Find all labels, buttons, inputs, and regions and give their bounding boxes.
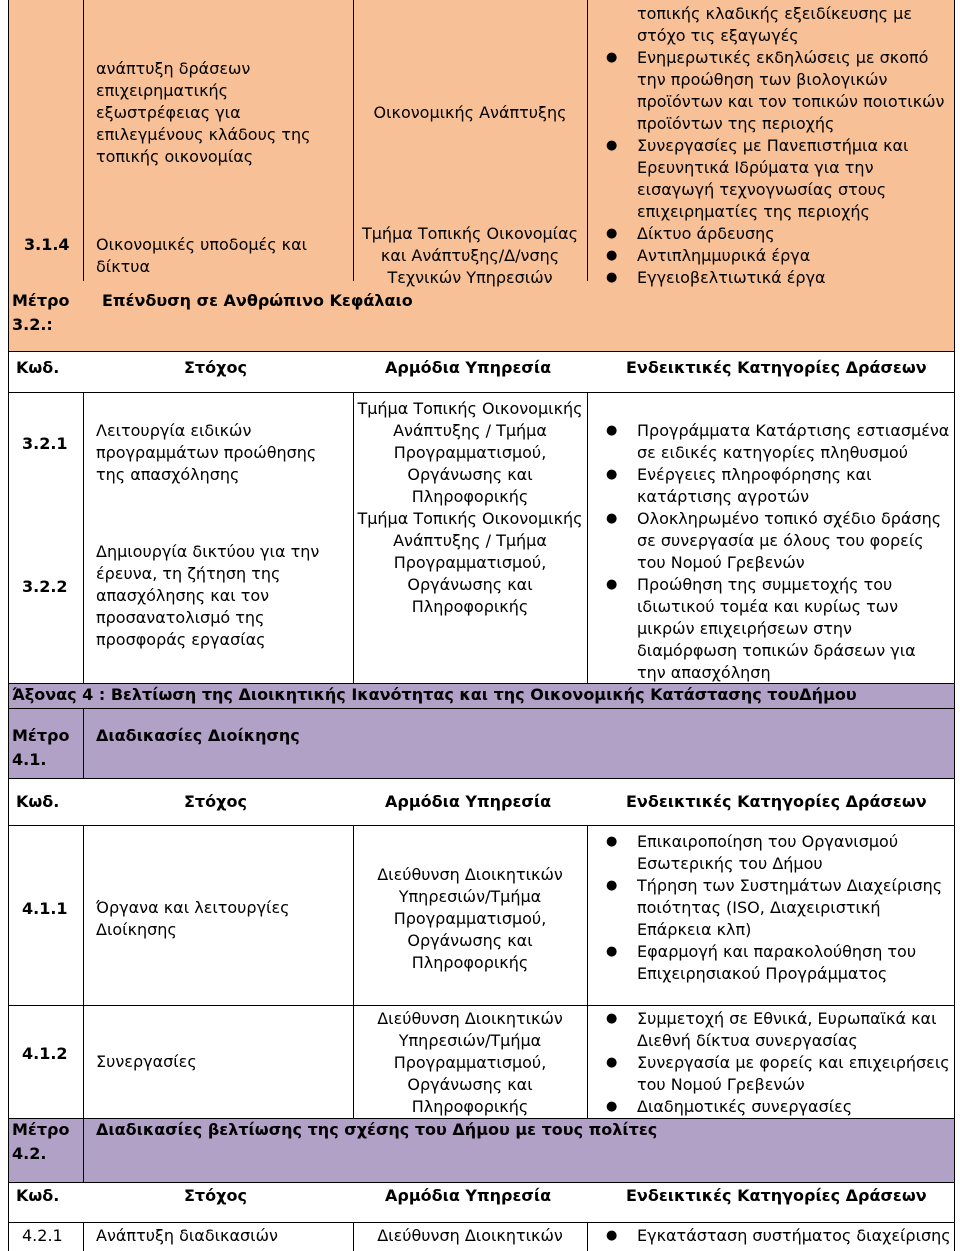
service-421: Διεύθυνση Διοικητικών	[377, 1226, 563, 1245]
service-411-line: Πληροφορικής	[411, 953, 529, 972]
action-322-line: ιδιωτικού τομέα και κυρίως των	[637, 597, 899, 616]
action-322-line: την απασχόληση	[637, 663, 771, 682]
service-321-line: Ανάπτυξης / Τμήμα	[393, 421, 547, 440]
service-314-line: και Ανάπτυξης/Δ/νσης	[380, 246, 560, 265]
bullet-icon: ●	[606, 270, 618, 285]
goal-314-line: Οικονομικές υποδομές και	[96, 235, 308, 254]
action-322-line: σε συνεργασία με όλους του φορείς	[637, 531, 924, 550]
goal-322-line: προσανατολισμό της	[96, 608, 265, 627]
service-321-line: Οργάνωσης και	[407, 465, 533, 484]
bullet-icon: ●	[606, 1011, 618, 1026]
service-321-line: Πληροφορικής	[411, 487, 529, 506]
goal-313-line: εξωστρέφειας για	[96, 103, 241, 122]
action-411-line: Εφαρμογή και παρακολούθηση του	[637, 942, 917, 961]
action-313-line: εισαγωγή τεχνογνωσίας στους	[637, 180, 887, 199]
code-412: 4.1.2	[22, 1044, 68, 1063]
action-322-line: του Νομού Γρεβενών	[637, 553, 805, 572]
goal-321-line: της απασχόλησης	[96, 465, 240, 484]
service-411-line: Διεύθυνση Διοικητικών	[377, 865, 563, 884]
action-412-line: Συνεργασία με φορείς και επιχειρήσεις	[637, 1053, 950, 1072]
header-code: Κωδ.	[16, 792, 60, 811]
service-314-line: Τμήμα Τοπικής Οικονομίας	[361, 224, 579, 243]
bullet-icon: ●	[606, 577, 618, 592]
action-321-line: Ενέργειες πληροφόρησης και	[637, 465, 872, 484]
col-line	[83, 708, 84, 778]
col-line	[587, 1222, 588, 1251]
service-322-line: Οργάνωσης και	[407, 575, 533, 594]
action-313-line: προϊόντων της περιοχής	[637, 114, 835, 133]
service-321-line: Προγραμματισμού,	[393, 443, 547, 462]
bullet-icon: ●	[606, 467, 618, 482]
goal-313-line: τοπικής οικονομίας	[96, 147, 254, 166]
service-322-line: Πληροφορικής	[411, 597, 529, 616]
goal-313-line: ανάπτυξη δράσεων	[96, 59, 251, 78]
bullet-icon: ●	[606, 878, 618, 893]
col-line	[587, 0, 588, 281]
bullet-icon: ●	[606, 50, 618, 65]
action-313-line: Ενημερωτικές εκδηλώσεις με σκοπό	[637, 48, 929, 67]
service-321-line: Τμήμα Τοπικής Οικονομικής	[357, 399, 583, 418]
header-actions: Ενδεικτικές Κατηγορίες Δράσεων	[626, 792, 927, 811]
action-321-line: Προγράμματα Κατάρτισης εστιασμένα	[637, 421, 950, 440]
bullet-icon: ●	[606, 1099, 618, 1114]
goal-411-line: Όργανα και λειτουργίες	[96, 898, 290, 917]
action-411-line: ποιότητας (ISO, Διαχειριστική	[637, 898, 881, 917]
action-321-line: κατάρτισης αγροτών	[637, 487, 810, 506]
col-line	[83, 0, 84, 281]
action-321-line: σε ειδικές κατηγορίες πληθυσμού	[637, 443, 909, 462]
bullet-icon: ●	[606, 944, 618, 959]
header-goal: Στόχος	[184, 1186, 247, 1205]
measure-3-2-title: Επένδυση σε Ανθρώπινο Κεφάλαιο	[102, 291, 413, 310]
measure-4-1-title: Διαδικασίες Διοίκησης	[96, 726, 300, 745]
header-goal: Στόχος	[184, 792, 247, 811]
code-421: 4.2.1	[22, 1226, 63, 1245]
goal-322-line: έρευνα, τη ζήτηση της	[96, 564, 281, 583]
action-322-line: διαμόρφωση τοπικών δράσεων για	[637, 641, 916, 660]
col-line	[83, 1118, 84, 1182]
action-412-line: Διεθνή δίκτυα συνεργασίας	[637, 1031, 858, 1050]
col-line	[587, 392, 588, 683]
goal-322-line: απασχόλησης και τον	[96, 586, 270, 605]
action-313-line: στόχο τις εξαγωγές	[637, 26, 799, 45]
action-314: Αντιπλημμυρικά έργα	[637, 246, 811, 265]
measure-3-2-label: Μέτρο	[12, 291, 70, 310]
bullet-icon: ●	[606, 226, 618, 241]
header-service: Αρμόδια Υπηρεσία	[385, 792, 552, 811]
bullet-icon: ●	[606, 1228, 618, 1243]
goal-412-line: Συνεργασίες	[96, 1052, 197, 1071]
action-322-line: Ολοκληρωμένο τοπικό σχέδιο δράσης	[637, 509, 942, 528]
service-412-line: Προγραμματισμού,	[393, 1053, 547, 1072]
col-line	[83, 392, 84, 683]
goal-322-line: Δημιουργία δικτύου για την	[96, 542, 320, 561]
service-412-line: Οργάνωσης και	[407, 1075, 533, 1094]
goal-313-line: επιλεγμένους κλάδους της	[96, 125, 311, 144]
bullet-icon: ●	[606, 423, 618, 438]
col-line	[587, 825, 588, 1118]
bullet-icon: ●	[606, 1055, 618, 1070]
measure-4-2-label: 4.2.	[12, 1144, 47, 1163]
code-321: 3.2.1	[22, 434, 68, 453]
action-313-line: Ερευνητικά Ιδρύματα για την	[637, 158, 874, 177]
action-421: Εγκατάσταση συστήματος διαχείρισης	[637, 1226, 951, 1245]
action-313-line: τοπικής κλαδικής εξειδίκευσης με	[637, 4, 912, 23]
header-actions: Ενδεικτικές Κατηγορίες Δράσεων	[626, 358, 927, 377]
row-line	[8, 351, 954, 352]
header-code: Κωδ.	[16, 358, 60, 377]
row-line	[8, 825, 954, 826]
measure-4-1-label: 4.1.	[12, 750, 47, 769]
goal-314-line: δίκτυα	[96, 257, 151, 276]
goal-313-line: επιχειρηματικής	[96, 81, 229, 100]
code-411: 4.1.1	[22, 899, 68, 918]
service-411-line: Οργάνωσης και	[407, 931, 533, 950]
header-service: Αρμόδια Υπηρεσία	[385, 358, 552, 377]
col-line	[83, 825, 84, 1118]
measure-4-2-label: Μέτρο	[12, 1120, 70, 1139]
goal-321-line: προγραμμάτων προώθησης	[96, 443, 317, 462]
row-line	[8, 1005, 954, 1006]
row-line	[8, 392, 954, 393]
goal-322-line: προσφοράς εργασίας	[96, 630, 266, 649]
action-314: Εγγειοβελτιωτικά έργα	[637, 268, 826, 287]
action-411-line: Επιχειρησιακού Προγράμματος	[637, 964, 888, 983]
goal-321-line: Λειτουργία ειδικών	[96, 421, 252, 440]
action-411-line: Επάρκεια κλπ)	[637, 920, 752, 939]
bullet-icon: ●	[606, 511, 618, 526]
bullet-icon: ●	[606, 138, 618, 153]
action-411-line: Επικαιροποίηση του Οργανισμού	[637, 832, 899, 851]
service-412-line: Πληροφορικής	[411, 1097, 529, 1116]
bullet-icon: ●	[606, 248, 618, 263]
code-314: 3.1.4	[24, 235, 70, 254]
measure-4-1-label: Μέτρο	[12, 726, 70, 745]
row-line	[8, 708, 954, 709]
border-right	[954, 0, 955, 1251]
action-412-line: του Νομού Γρεβενών	[637, 1075, 805, 1094]
row-line	[8, 778, 954, 779]
service-411-line: Προγραμματισμού,	[393, 909, 547, 928]
service-412-line: Υπηρεσιών/Τμήμα	[398, 1031, 542, 1050]
action-313-line: Συνεργασίες με Πανεπιστήμια και	[637, 136, 909, 155]
row-line	[8, 1182, 954, 1183]
service-314-line: Τεχνικών Υπηρεσιών	[387, 268, 553, 287]
code-322: 3.2.2	[22, 577, 68, 596]
header-actions: Ενδεικτικές Κατηγορίες Δράσεων	[626, 1186, 927, 1205]
action-322-line: μικρών επιχειρήσεων στην	[637, 619, 852, 638]
row-line	[8, 1222, 954, 1223]
action-411-line: Εσωτερικής του Δήμου	[637, 854, 823, 873]
action-412-line: Διαδημοτικές συνεργασίες	[637, 1097, 853, 1116]
service-411-line: Υπηρεσιών/Τμήμα	[398, 887, 542, 906]
axis-4-title: Άξονας 4 : Βελτίωση της Διοικητικής Ικανότητας και της Οικονομικής Κατάστασης τουΔήμου	[12, 685, 857, 704]
goal-411-line: Διοίκησης	[96, 920, 177, 939]
header-service: Αρμόδια Υπηρεσία	[385, 1186, 552, 1205]
action-314: Δίκτυο άρδευσης	[637, 224, 775, 243]
action-411-line: Τήρηση των Συστημάτων Διαχείρισης	[637, 876, 943, 895]
col-line	[83, 1222, 84, 1251]
action-313-line: την προώθηση των βιολογικών	[637, 70, 888, 89]
action-313-line: επιχειρηματίες της περιοχής	[637, 202, 870, 221]
measure-3-2-label: 3.2.:	[12, 315, 53, 334]
service-313: Οικονομικής Ανάπτυξης	[373, 103, 567, 122]
border-left	[8, 0, 9, 1251]
service-412-line: Διεύθυνση Διοικητικών	[377, 1009, 563, 1028]
measure-4-2-title: Διαδικασίες βελτίωσης της σχέσης του Δήμου με τους πολίτες	[96, 1120, 658, 1139]
header-goal: Στόχος	[184, 358, 247, 377]
goal-421: Ανάπτυξη διαδικασιών	[96, 1226, 278, 1245]
action-412-line: Συμμετοχή σε Εθνικά, Ευρωπαϊκά και	[637, 1009, 937, 1028]
service-322-line: Τμήμα Τοπικής Οικονομικής	[357, 509, 583, 528]
action-313-line: προϊόντων και τον τοπικών ποιοτικών	[637, 92, 945, 111]
service-322-line: Προγραμματισμού,	[393, 553, 547, 572]
action-322-line: Προώθηση της συμμετοχής του	[637, 575, 893, 594]
header-code: Κωδ.	[16, 1186, 60, 1205]
bullet-icon: ●	[606, 834, 618, 849]
service-322-line: Ανάπτυξης / Τμήμα	[393, 531, 547, 550]
